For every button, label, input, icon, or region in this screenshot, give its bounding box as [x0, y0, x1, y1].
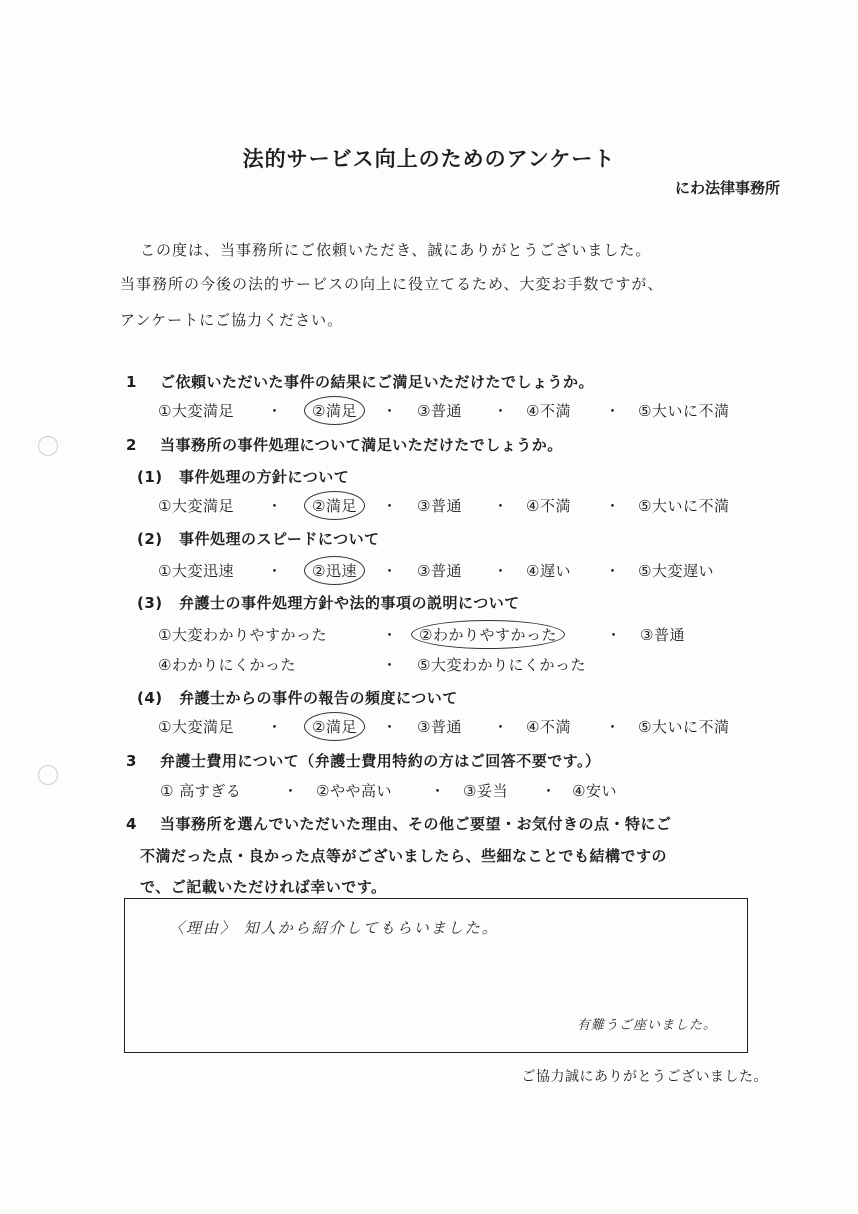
thank-you-note: ご協力誠にありがとうございました。 — [521, 1069, 768, 1085]
question-3-number: 3 — [126, 752, 137, 770]
page-title: 法的サービス向上のためのアンケート — [242, 147, 616, 171]
q2-1-option-4[interactable]: ④不満 — [526, 497, 571, 515]
q2-2-option-4[interactable]: ④遅い — [526, 562, 571, 580]
q2-4-option-1[interactable]: ①大変満足 — [158, 718, 234, 736]
separator: ・ — [493, 718, 509, 736]
separator: ・ — [382, 718, 398, 736]
question-3 — [126, 750, 601, 771]
separator: ・ — [382, 402, 398, 420]
q3-option-1[interactable]: ① 高すぎる — [160, 782, 242, 800]
separator: ・ — [493, 402, 509, 420]
q2-3-option-5[interactable]: ⑤大変わかりにくかった — [417, 656, 586, 674]
q2-3-option-1[interactable]: ①大変わかりやすかった — [158, 626, 327, 644]
handwritten-closing: 有難うご座いました。 — [577, 1018, 718, 1033]
separator: ・ — [382, 626, 398, 644]
separator: ・ — [382, 562, 398, 580]
question-1-text: ご依頼いただいた事件の結果にご満足いただけたでしょうか。 — [160, 373, 595, 391]
question-2-2 — [137, 528, 380, 549]
question-4-line-3: で、ご記載いただければ幸いです。 — [140, 878, 387, 896]
q2-2-option-3[interactable]: ③普通 — [417, 562, 462, 580]
separator: ・ — [605, 718, 621, 736]
question-4-number: 4 — [126, 815, 137, 833]
q2-1-option-1[interactable]: ①大変満足 — [158, 497, 234, 515]
q2-3-option-3[interactable]: ③普通 — [640, 626, 685, 644]
q2-1-option-2-selected[interactable]: ②満足 — [304, 491, 365, 520]
separator: ・ — [606, 626, 622, 644]
handwritten-reason: 〈理由〉 知人から紹介してもらいました。 — [169, 919, 499, 937]
separator: ・ — [267, 497, 283, 515]
question-4-line-1 — [126, 813, 672, 834]
q2-1-option-5[interactable]: ⑤大いに不満 — [638, 497, 730, 515]
question-1-number: 1 — [126, 373, 137, 391]
separator: ・ — [283, 782, 299, 800]
separator: ・ — [382, 656, 398, 674]
q3-option-2[interactable]: ②やや高い — [316, 782, 392, 800]
question-2-text: 当事務所の事件処理について満足いただけたでしょうか。 — [160, 436, 563, 454]
q2-3-option-2-selected[interactable]: ②わかりやすかった — [411, 620, 565, 649]
question-1 — [126, 371, 594, 392]
question-3-text: 弁護士費用について（弁護士費用特約の方はご回答不要です。） — [160, 752, 601, 770]
separator: ・ — [541, 782, 557, 800]
separator: ・ — [267, 562, 283, 580]
separator: ・ — [605, 402, 621, 420]
question-2-number: 2 — [126, 436, 137, 454]
q2-4-option-5[interactable]: ⑤大いに不満 — [638, 718, 730, 736]
intro-line-2: 当事務所の今後の法的サービスの向上に役立てるため、大変お手数ですが、 — [120, 275, 664, 293]
question-2-2-number: (2) — [137, 530, 163, 548]
question-2-4-text: 弁護士からの事件の報告の頻度について — [179, 689, 458, 707]
q2-2-option-5[interactable]: ⑤大変遅い — [638, 562, 714, 580]
q1-option-1[interactable]: ①大変満足 — [158, 402, 234, 420]
q2-4-option-4[interactable]: ④不満 — [526, 718, 571, 736]
punch-hole-upper — [38, 436, 58, 456]
separator: ・ — [605, 562, 621, 580]
q2-2-option-1[interactable]: ①大変迅速 — [158, 562, 234, 580]
q3-option-3[interactable]: ③妥当 — [463, 782, 508, 800]
q3-option-4[interactable]: ④安い — [572, 782, 617, 800]
intro-line-1: この度は、当事務所にご依頼いただき、誠にありがとうございました。 — [140, 241, 652, 259]
q2-4-option-2-selected[interactable]: ②満足 — [304, 712, 365, 741]
separator: ・ — [267, 718, 283, 736]
q1-option-3[interactable]: ③普通 — [417, 402, 462, 420]
q2-4-option-3[interactable]: ③普通 — [417, 718, 462, 736]
question-2-1 — [137, 466, 349, 487]
question-2-2-text: 事件処理のスピードについて — [179, 530, 380, 548]
question-2-4-number: (4) — [137, 689, 163, 707]
separator: ・ — [493, 497, 509, 515]
q2-2-option-2-selected[interactable]: ②迅速 — [304, 556, 365, 585]
question-2-1-text: 事件処理の方針について — [179, 468, 350, 486]
question-2-3-number: (3) — [137, 594, 163, 612]
separator: ・ — [605, 497, 621, 515]
question-2-3 — [137, 592, 520, 613]
separator: ・ — [267, 402, 283, 420]
q2-3-option-4[interactable]: ④わかりにくかった — [158, 656, 296, 674]
q1-option-2-selected[interactable]: ②満足 — [304, 396, 365, 425]
separator: ・ — [493, 562, 509, 580]
free-answer-box[interactable] — [124, 898, 748, 1053]
intro-line-3: アンケートにご協力ください。 — [120, 311, 344, 329]
separator: ・ — [382, 497, 398, 515]
separator: ・ — [430, 782, 446, 800]
question-2-1-number: (1) — [137, 468, 163, 486]
question-4-line-2: 不満だった点・良かった点等がございましたら、些細なことでも結構ですの — [140, 847, 668, 865]
question-2 — [126, 434, 563, 455]
question-4-text-1: 当事務所を選んでいただいた理由、その他ご要望・お気付きの点・特にご — [160, 815, 672, 833]
office-name: にわ法律事務所 — [674, 179, 780, 197]
q1-option-4[interactable]: ④不満 — [526, 402, 571, 420]
q2-1-option-3[interactable]: ③普通 — [417, 497, 462, 515]
question-2-3-text: 弁護士の事件処理方針や法的事項の説明について — [179, 594, 520, 612]
q1-option-5[interactable]: ⑤大いに不満 — [638, 402, 730, 420]
question-2-4 — [137, 687, 458, 708]
punch-hole-lower — [38, 765, 58, 785]
